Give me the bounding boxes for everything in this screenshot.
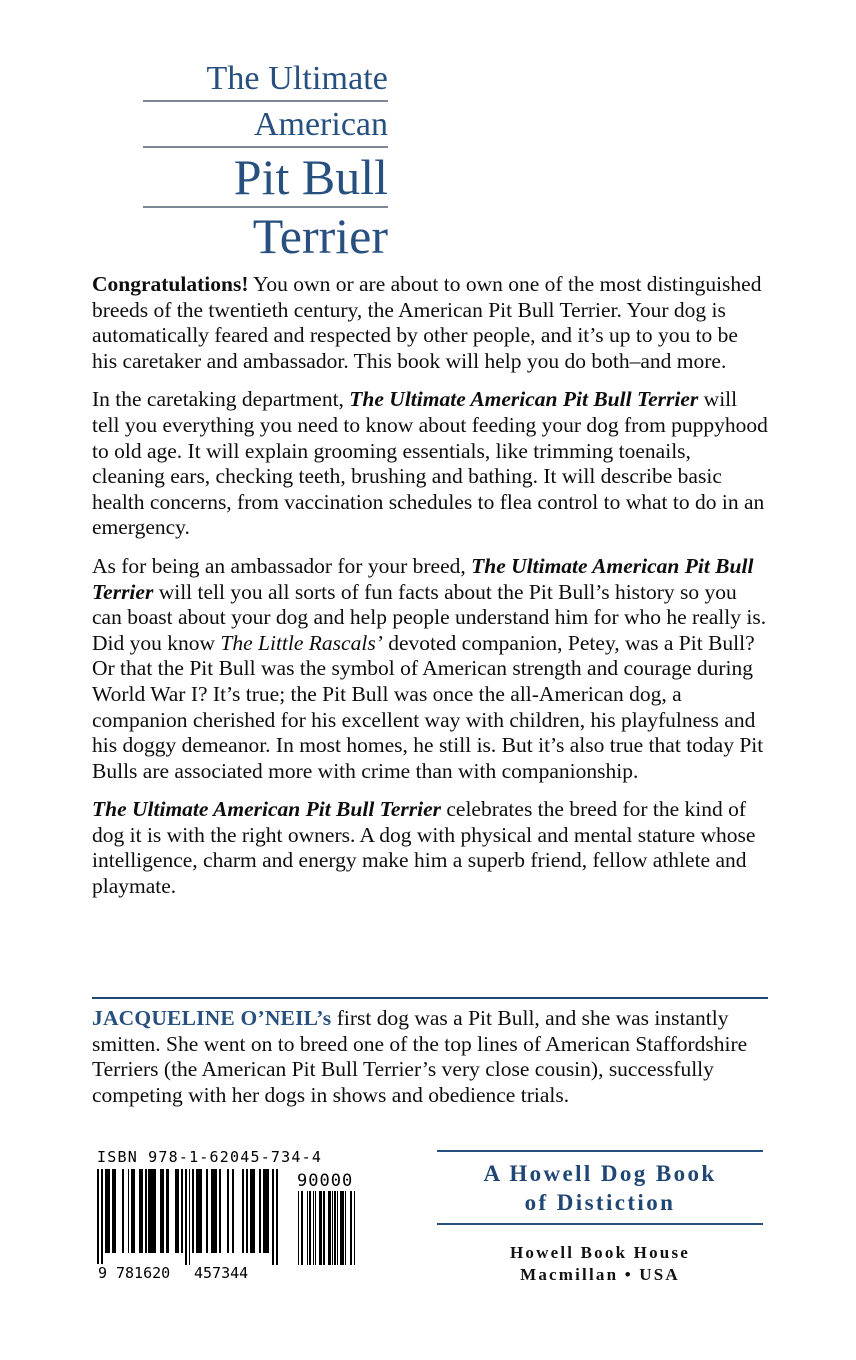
blurb-paragraph-3: [92, 554, 768, 784]
publisher-name: Howell Book House: [509, 1243, 691, 1262]
blurb-p2-a: In the caretaking department,: [92, 387, 350, 412]
book-title-mention: The Ultimate American Pit Bull Terrier: [92, 797, 441, 822]
barcode-digit-left: 9: [98, 1264, 108, 1282]
title-line-4: Terrier: [252, 208, 388, 264]
blurb-text: [92, 272, 768, 900]
title-rule-1: [143, 100, 388, 102]
blurb-paragraph-1: [92, 272, 768, 374]
barcode-digit-group2: 457344: [194, 1264, 249, 1282]
blurb-paragraph-2: [92, 387, 768, 541]
title-rule-2: [143, 146, 388, 148]
imprint-tagline-line1: A Howell Dog Book: [483, 1161, 717, 1186]
imprint-tagline: [437, 1152, 763, 1223]
publisher-block: [437, 1150, 763, 1286]
blurb-p4-body: celebrates the breed for the kind of dog it is with the right owners. A dog with physical and mental stature whose intelligence, charm and energy make him a superb friend, fellow athlete and playmate.: [92, 797, 756, 899]
bio-divider: [92, 997, 768, 999]
blurb-paragraph-4: [92, 797, 768, 899]
barcode-digit-group1: 781620: [116, 1264, 171, 1282]
ean5-addon-bars: [297, 1191, 355, 1265]
title-line-3: Pit Bull: [233, 149, 388, 205]
imprint-tagline-line2: of Distiction: [524, 1190, 676, 1215]
book-title-mention: The Ultimate American Pit Bull Terrier: [92, 553, 754, 604]
barcode-digits: [97, 1264, 287, 1282]
publisher-rule-bottom: [437, 1223, 763, 1225]
isbn-text: ISBN 978-1-62045-734-4: [97, 1148, 323, 1166]
author-bio: [92, 1006, 768, 1108]
barcode-graphic: [97, 1169, 355, 1265]
barcode-area: [97, 1148, 355, 1282]
title-line-1: The Ultimate: [206, 60, 388, 97]
blurb-p3-b: will tell you all sorts of fun facts about the Pit Bull’s history so you can boast about your dog and help people understand him for who he really is. Did you know: [92, 579, 767, 655]
ean13-bars: [97, 1169, 279, 1265]
publisher-imprint: [437, 1242, 763, 1286]
publisher-parent: Macmillan • USA: [520, 1265, 680, 1284]
book-title-block: [143, 60, 388, 264]
blurb-lead-in: Congratulations!: [92, 272, 249, 296]
blurb-p2-b: will tell you everything you need to know about feeding your dog from puppyhood to old age. It will explain grooming essentials, like trimming toenails, cleaning ears, checking teeth, brushing and bathing. It will describe basic health concerns, from vaccination schedules to flea control to what to do in an emergency.: [92, 387, 768, 540]
author-bio-paragraph: [92, 1006, 768, 1108]
author-name: JACQUELINE O’NEIL’s: [92, 1006, 332, 1030]
blurb-p3-c: devoted companion, Petey, was a Pit Bull? Or that the Pit Bull was the symbol of American strength and courage during World War I? It’s true; the Pit Bull was once the all-American dog, a companion cherished for his excellent way with children, his playfulness and his doggy demeanor. In most homes, he still is. But it’s also true that today Pit Bulls are associated more with crime than with companionship.: [92, 630, 764, 783]
book-title-mention: The Ultimate American Pit Bull Terrier: [349, 387, 699, 412]
author-bio-text: first dog was a Pit Bull, and she was instantly smitten. She went on to breed one of the top lines of American Staffordshire Terriers (the American Pit Bull Terrier’s very close cousin), successfully competing with her dogs in shows and obedience trials.: [92, 1006, 748, 1107]
title-line-2: American: [253, 106, 388, 143]
barcode-addon-value: 90000: [297, 1171, 354, 1191]
film-title-mention: The Little Rascals’: [220, 630, 383, 655]
blurb-p1-body: You own or are about to own one of the most distinguished breeds of the twentieth century, the American Pit Bull Terrier. Your dog is automatically feared and respected by other people, and it’s up to you to be his caretaker and ambassador. This book will help you do both–and more.: [92, 272, 762, 373]
blurb-p3-a: As for being an ambassador for your breed,: [92, 553, 472, 578]
